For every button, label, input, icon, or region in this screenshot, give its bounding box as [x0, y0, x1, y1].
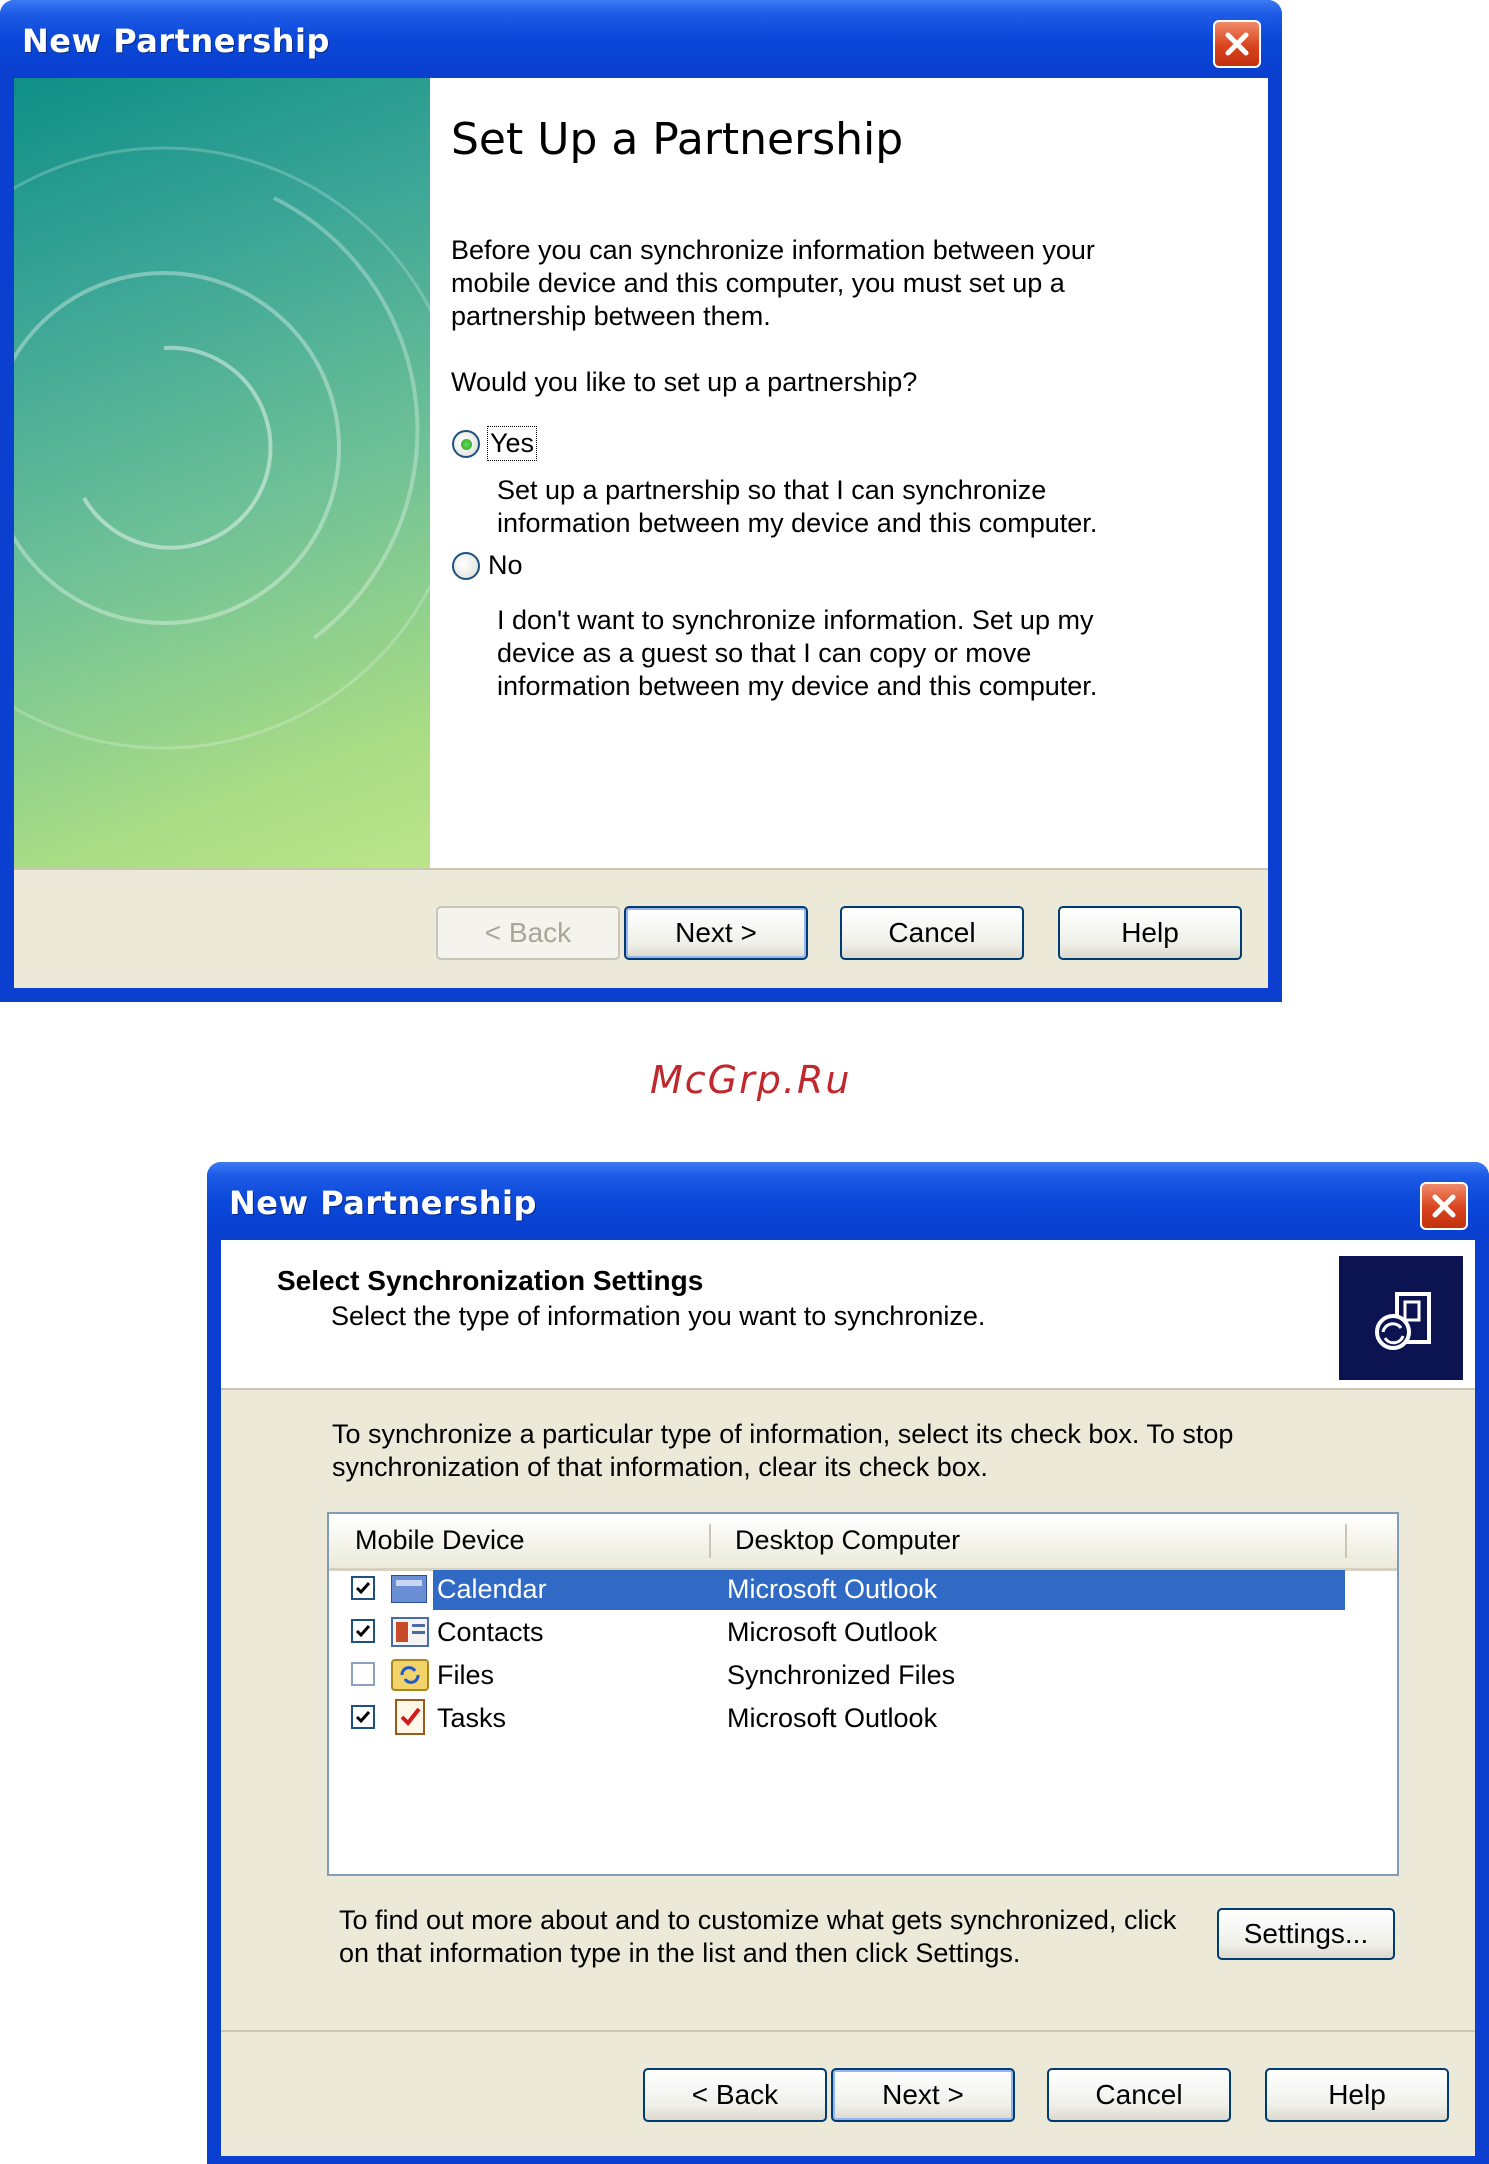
- dialog-client-area: [221, 1240, 1475, 2156]
- title-bar[interactable]: [207, 1162, 1489, 1236]
- no-radio[interactable]: [452, 552, 480, 580]
- question-text: Would you like to set up a partnership?: [451, 367, 918, 397]
- instruction-line-2: synchronization of that information, clear its check box.: [332, 1452, 988, 1482]
- settings-hint-line-1: To find out more about and to customize what gets synchronized, click: [339, 1905, 1177, 1935]
- column-divider[interactable]: [709, 1524, 711, 1558]
- no-description-line-3: information between my device and this computer.: [497, 671, 1098, 701]
- page-title: Set Up a Partnership: [451, 114, 904, 165]
- intro-text-line-3: partnership between them.: [451, 301, 771, 331]
- yes-radio[interactable]: [452, 430, 480, 458]
- page-subtitle: Select the type of information you want to synchronize.: [331, 1301, 986, 1331]
- button-bar: [14, 868, 1268, 988]
- intro-text-line-2: mobile device and this computer, you must set up a: [451, 268, 1065, 298]
- contacts-icon: [391, 1617, 429, 1647]
- page-title: Select Synchronization Settings: [277, 1265, 704, 1296]
- settings-hint-line-2: on that information type in the list and then click Settings.: [339, 1938, 1021, 1968]
- column-header-mobile-device[interactable]: Mobile Device: [355, 1525, 525, 1555]
- list-header: [329, 1514, 1399, 1571]
- tasks-desktop-app: Microsoft Outlook: [727, 1703, 938, 1733]
- window-title: New Partnership: [229, 1184, 537, 1222]
- window-title: New Partnership: [22, 22, 330, 60]
- instruction-line-1: To synchronize a particular type of information, select its check box. To stop: [332, 1419, 1234, 1449]
- dialog-client-area: [14, 78, 1268, 988]
- cancel-button[interactable]: Cancel: [840, 906, 1024, 960]
- wizard-side-banner: [14, 78, 430, 868]
- contacts-label: Contacts: [437, 1617, 544, 1647]
- contacts-checkbox[interactable]: [351, 1619, 375, 1643]
- list-item[interactable]: [329, 1611, 1399, 1653]
- back-button[interactable]: < Back: [436, 906, 620, 960]
- close-button[interactable]: [1420, 1182, 1468, 1230]
- list-item[interactable]: [329, 1654, 1399, 1696]
- watermark-text: McGrp.Ru: [650, 1058, 852, 1102]
- files-desktop-app: Synchronized Files: [727, 1660, 956, 1690]
- no-description-line-2: device as a guest so that I can copy or move: [497, 638, 1032, 668]
- calendar-label: Calendar: [437, 1574, 547, 1604]
- sync-device-icon: [1339, 1256, 1463, 1380]
- tasks-label: Tasks: [437, 1703, 507, 1733]
- settings-button[interactable]: Settings...: [1217, 1908, 1395, 1960]
- no-radio-label[interactable]: No: [488, 550, 523, 580]
- help-button[interactable]: Help: [1058, 906, 1242, 960]
- files-label: Files: [437, 1660, 495, 1690]
- calendar-desktop-app: Microsoft Outlook: [727, 1574, 938, 1604]
- button-bar: [221, 2030, 1475, 2156]
- yes-radio-label[interactable]: Yes: [490, 428, 535, 458]
- column-divider[interactable]: [1345, 1524, 1347, 1558]
- new-partnership-dialog-1: [0, 0, 1282, 1002]
- new-partnership-dialog-2: [207, 1162, 1489, 2164]
- title-bar[interactable]: [0, 0, 1282, 74]
- radio-selected-dot: [461, 439, 472, 450]
- checkmark-icon: [354, 1708, 372, 1726]
- close-button[interactable]: [1213, 20, 1261, 68]
- column-header-desktop-computer[interactable]: Desktop Computer: [735, 1525, 961, 1555]
- next-button[interactable]: Next >: [624, 906, 808, 960]
- cancel-button[interactable]: Cancel: [1047, 2068, 1231, 2122]
- tasks-icon: [395, 1699, 425, 1735]
- calendar-icon: [391, 1575, 427, 1603]
- no-description-line-1: I don't want to synchronize information. Set up my: [497, 605, 1094, 635]
- files-icon: [391, 1659, 429, 1691]
- sync-items-list[interactable]: [327, 1512, 1399, 1876]
- close-icon: [1224, 31, 1250, 57]
- close-icon: [1431, 1193, 1457, 1219]
- swirl-decoration: [14, 78, 430, 868]
- list-item[interactable]: [329, 1568, 1399, 1610]
- list-item[interactable]: [329, 1697, 1399, 1739]
- yes-description-line-1: Set up a partnership so that I can synchronize: [497, 475, 1047, 505]
- checkmark-icon: [354, 1622, 372, 1640]
- help-button[interactable]: Help: [1265, 2068, 1449, 2122]
- back-button[interactable]: < Back: [643, 2068, 827, 2122]
- calendar-checkbox[interactable]: [351, 1576, 375, 1600]
- wizard-header: [221, 1240, 1475, 1390]
- checkmark-icon: [354, 1579, 372, 1597]
- files-checkbox[interactable]: [351, 1662, 375, 1686]
- intro-text-line-1: Before you can synchronize information between your: [451, 235, 1095, 265]
- tasks-checkbox[interactable]: [351, 1705, 375, 1729]
- contacts-desktop-app: Microsoft Outlook: [727, 1617, 938, 1647]
- next-button[interactable]: Next >: [831, 2068, 1015, 2122]
- yes-description-line-2: information between my device and this computer.: [497, 508, 1098, 538]
